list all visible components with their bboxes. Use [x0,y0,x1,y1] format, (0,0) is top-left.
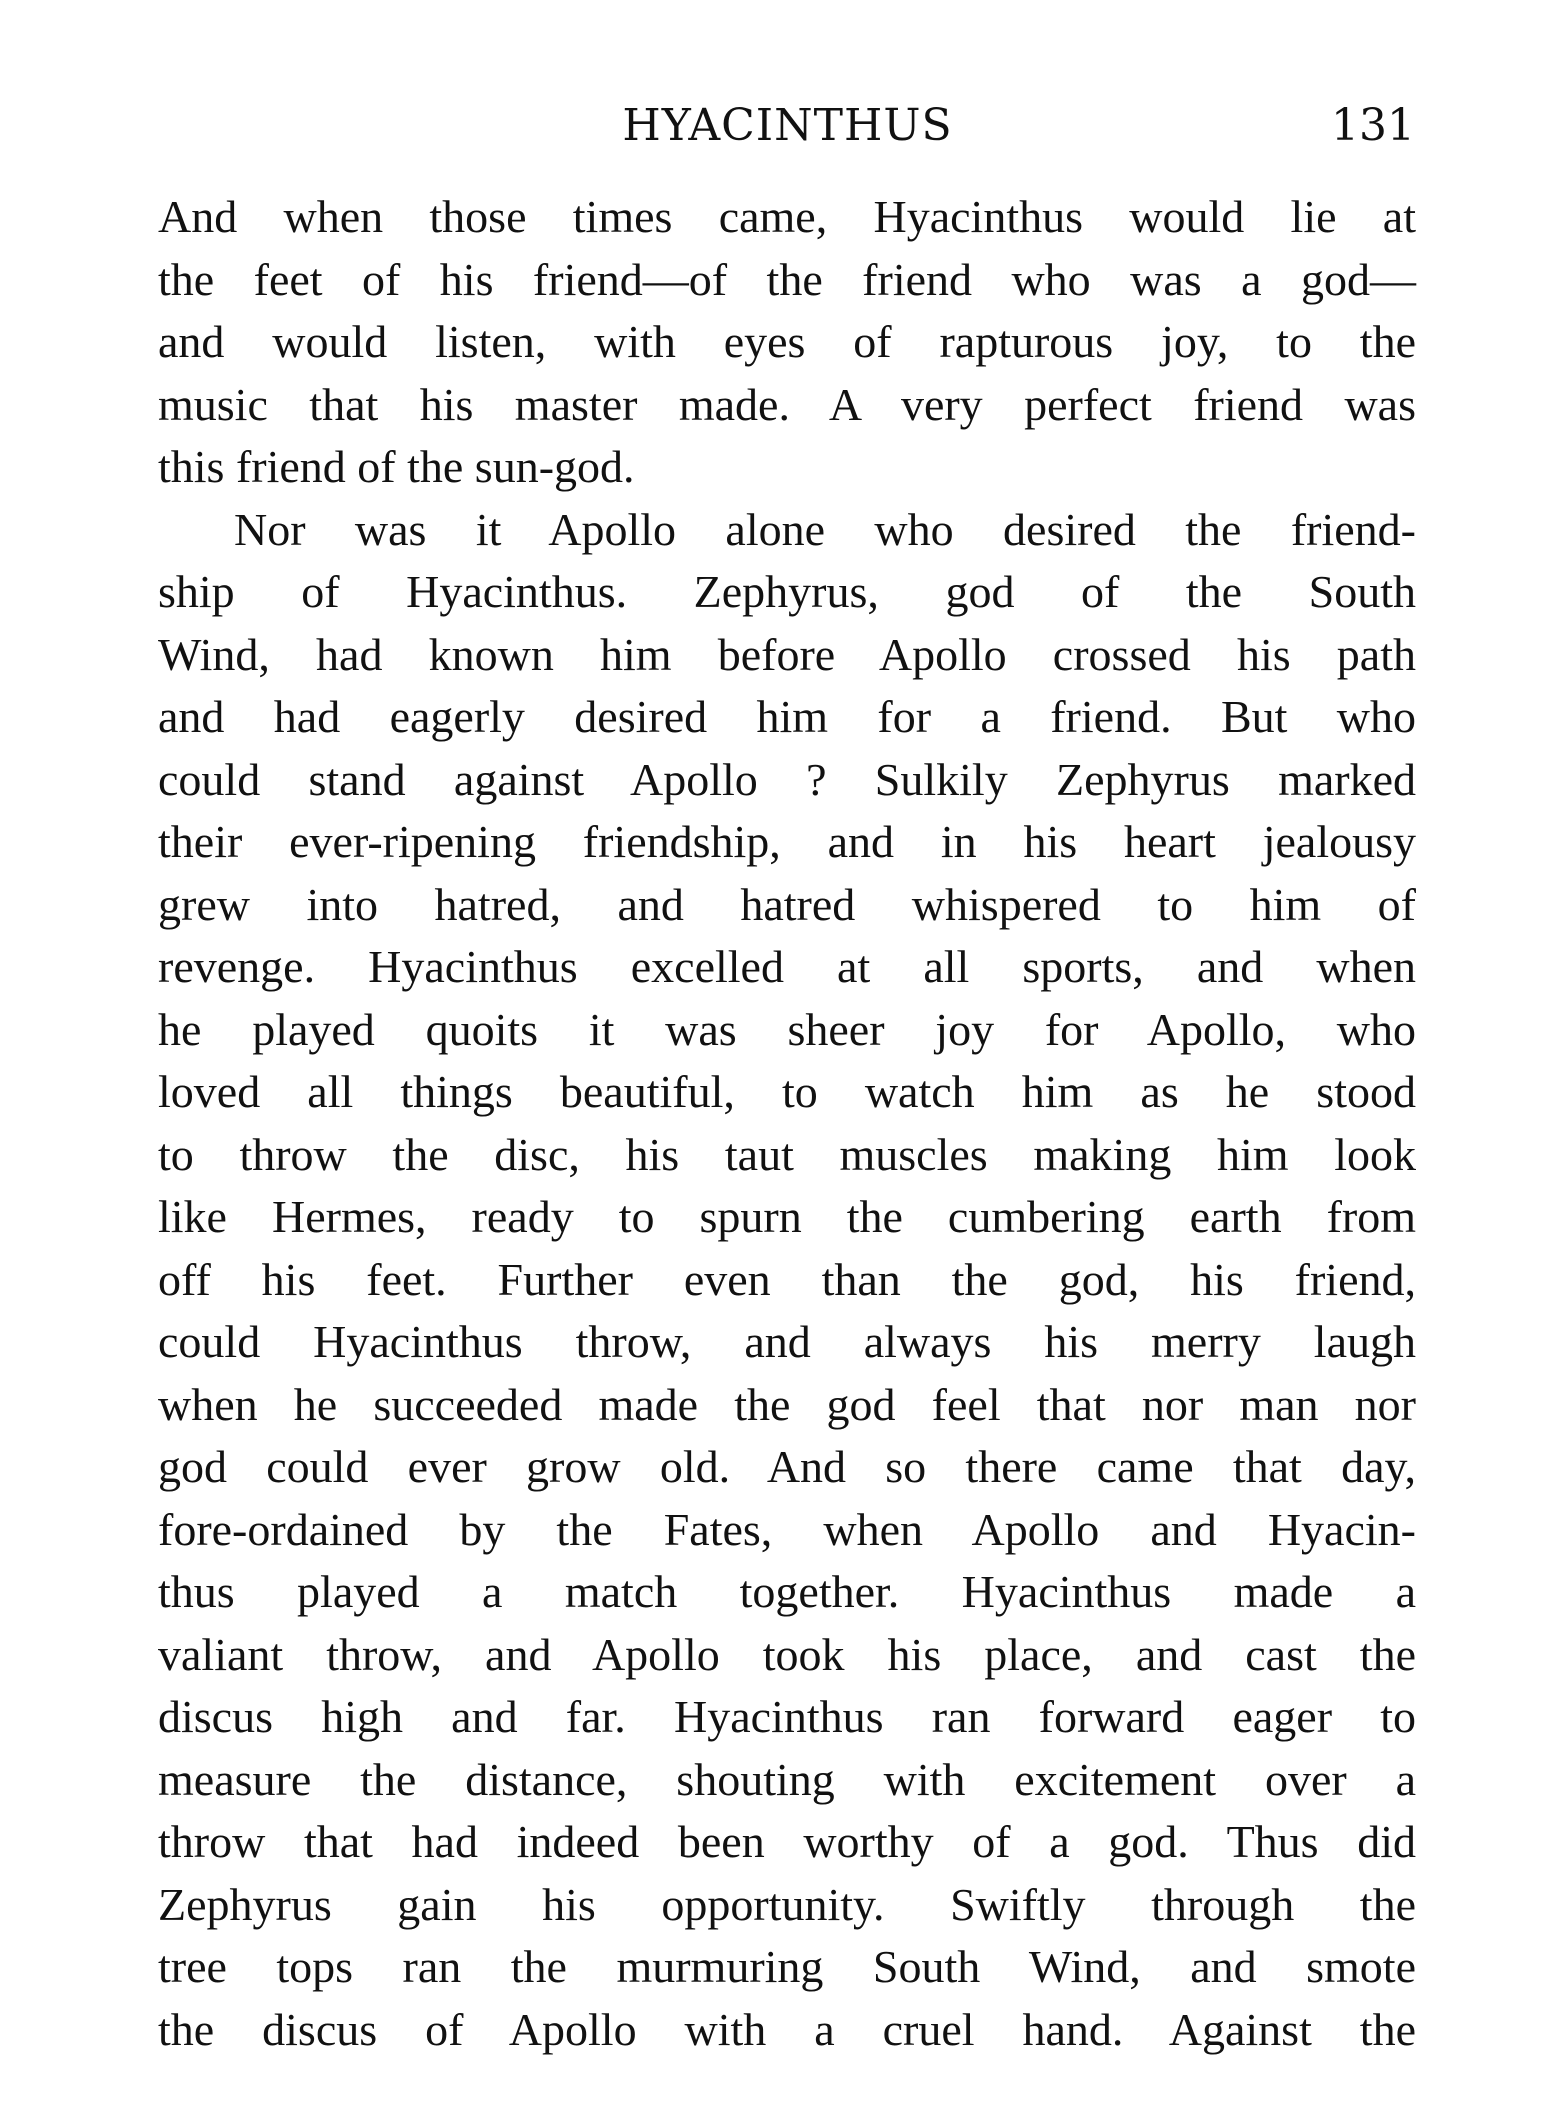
text-line: Wind, had known him before Apollo crossed his path [158,628,1416,680]
page-number: 131 [1331,100,1415,151]
text-line: and would listen, with eyes of rapturous joy, to the [158,316,1416,367]
text-line: like Hermes, ready to spurn the cumbering earth from [158,1191,1416,1242]
text-line: to throw the disc, his taut muscles making him look [158,1128,1416,1180]
text-line: music that his master made. A very perfect friend was [158,378,1416,430]
text-line: measure the distance, shouting with excitement over a [158,1753,1416,1805]
text-line: god could ever grow old. And so there came that day, [158,1441,1416,1492]
text-line: their ever-ripening friendship, and in his heart jealousy [158,816,1416,867]
text-line: valiant throw, and Apollo took his place, and cast the [158,1628,1416,1680]
text-line: grew into hatred, and hatred whispered to him of [158,878,1416,930]
text-line: loved all things beautiful, to watch him as he stood [158,1066,1416,1117]
text-line: tree tops ran the murmuring South Wind, and smote [158,1941,1416,1992]
text-line: could Hyacinthus throw, and always his merry laugh [158,1316,1416,1367]
text-line: thus played a match together. Hyacinthus made a [158,1566,1416,1617]
text-line: fore-ordained by the Fates, when Apollo and Hyacin- [158,1503,1416,1555]
text-line: off his feet. Further even than the god, his friend, [158,1253,1416,1305]
text-line: he played quoits it was sheer joy for Apollo, who [158,1003,1416,1055]
text-line: could stand against Apollo ? Sulkily Zephyrus marked [158,753,1416,805]
text-line: the discus of Apollo with a cruel hand. Against the [158,2003,1416,2055]
text-line: discus high and far. Hyacinthus ran forward eager to [158,1691,1416,1742]
text-line: and had eagerly desired him for a friend. But who [158,691,1416,742]
text-line: this friend of the sun-god. [158,441,635,492]
text-line: Zephyrus gain his opportunity. Swiftly through the [158,1878,1416,1930]
body-text [158,186,1416,2061]
text-line: Nor was it Apollo alone who desired the friend- [234,503,1416,555]
text-line: And when those times came, Hyacinthus would lie at [158,191,1416,242]
chapter-title: HYACINTHUS [622,100,953,151]
running-head [160,96,1415,156]
text-line: ship of Hyacinthus. Zephyrus, god of the South [158,566,1416,617]
text-line: revenge. Hyacinthus excelled at all sports, and when [158,941,1416,992]
text-line: throw that had indeed been worthy of a god. Thus did [158,1816,1416,1867]
text-line: the feet of his friend—of the friend who was a god— [158,253,1416,305]
text-line: when he succeeded made the god feel that nor man nor [158,1378,1416,1430]
